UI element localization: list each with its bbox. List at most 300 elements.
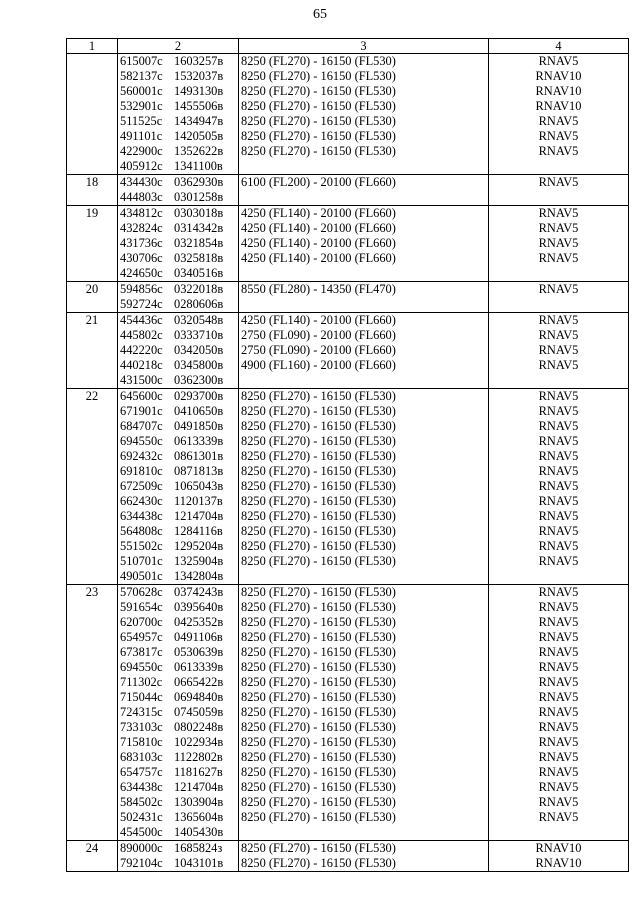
coordinates-cell (118, 144, 239, 159)
table-row (67, 554, 629, 569)
segment-number (67, 660, 118, 675)
latitude: 491101с (120, 129, 163, 143)
altitude-range: 8250 (FL270) - 16150 (FL530) (239, 479, 489, 494)
table-row (67, 69, 629, 84)
coordinates-cell (118, 509, 239, 524)
navigation-spec: RNAV5 (489, 54, 629, 70)
longitude: 0303018в (174, 206, 224, 220)
table-row (67, 343, 629, 358)
coordinates-cell (118, 419, 239, 434)
latitude: 673817с (120, 645, 163, 659)
table-row (67, 615, 629, 630)
segment-number (67, 84, 118, 99)
coordinates-cell (118, 114, 239, 129)
navigation-spec: RNAV5 (489, 630, 629, 645)
table-row (67, 750, 629, 765)
segment-number (67, 810, 118, 825)
segment-number (67, 554, 118, 569)
navigation-spec: RNAV5 (489, 675, 629, 690)
altitude-range (239, 190, 489, 206)
table-row (67, 373, 629, 389)
longitude: 1295204в (174, 539, 224, 553)
latitude: 733103с (120, 720, 163, 734)
coordinates-cell (118, 705, 239, 720)
longitude: 0410650в (174, 404, 224, 418)
table-header-row (67, 39, 629, 54)
segment-number (67, 236, 118, 251)
longitude: 0322018в (174, 282, 224, 296)
latitude: 582137с (120, 69, 163, 83)
segment-number (67, 825, 118, 841)
longitude: 1022934в (174, 735, 224, 749)
coordinates-cell (118, 630, 239, 645)
segment-number (67, 358, 118, 373)
latitude: 454500с (120, 825, 163, 839)
latitude: 442220с (120, 343, 163, 357)
coordinates-cell (118, 389, 239, 405)
coordinates-cell (118, 720, 239, 735)
table-row (67, 434, 629, 449)
latitude: 431736с (120, 236, 163, 250)
navigation-spec (489, 373, 629, 389)
segment-number (67, 765, 118, 780)
latitude: 715810с (120, 735, 163, 749)
altitude-range: 8250 (FL270) - 16150 (FL530) (239, 84, 489, 99)
altitude-range: 2750 (FL090) - 20100 (FL660) (239, 328, 489, 343)
latitude: 615007с (120, 54, 163, 68)
altitude-range (239, 373, 489, 389)
longitude: 1303904в (174, 795, 224, 809)
altitude-range: 8250 (FL270) - 16150 (FL530) (239, 705, 489, 720)
longitude: 0694840в (174, 690, 224, 704)
segment-number (67, 856, 118, 872)
latitude: 584502с (120, 795, 163, 809)
altitude-range: 2750 (FL090) - 20100 (FL660) (239, 343, 489, 358)
latitude: 532901с (120, 99, 163, 113)
latitude: 454436с (120, 313, 163, 327)
navigation-spec: RNAV5 (489, 175, 629, 191)
coordinates-cell (118, 524, 239, 539)
table-row (67, 780, 629, 795)
navigation-spec: RNAV10 (489, 99, 629, 114)
table-row (67, 479, 629, 494)
table-row (67, 389, 629, 405)
table-row (67, 856, 629, 872)
latitude: 792104с (120, 856, 163, 870)
column-header: 1 (67, 39, 118, 54)
altitude-range: 8250 (FL270) - 16150 (FL530) (239, 404, 489, 419)
latitude: 445802с (120, 328, 163, 342)
longitude: 0333710в (174, 328, 224, 342)
table-row (67, 266, 629, 282)
longitude: 1284116в (174, 524, 223, 538)
segment-number (67, 539, 118, 554)
altitude-range (239, 159, 489, 175)
longitude: 0280606в (174, 297, 224, 311)
segment-number: 19 (67, 206, 118, 222)
table-row (67, 358, 629, 373)
altitude-range: 8250 (FL270) - 16150 (FL530) (239, 615, 489, 630)
longitude: 0425352в (174, 615, 224, 629)
segment-number (67, 630, 118, 645)
table-row (67, 690, 629, 705)
latitude: 594856с (120, 282, 163, 296)
navigation-spec: RNAV5 (489, 479, 629, 494)
navigation-spec: RNAV5 (489, 810, 629, 825)
longitude: 1325904в (174, 554, 224, 568)
navigation-spec: RNAV5 (489, 404, 629, 419)
longitude: 0362930в (174, 175, 224, 189)
latitude: 560001с (120, 84, 163, 98)
navigation-spec: RNAV5 (489, 600, 629, 615)
airway-segments-table (66, 38, 629, 872)
latitude: 692432с (120, 449, 163, 463)
segment-number (67, 114, 118, 129)
latitude: 502431с (120, 810, 163, 824)
table-row (67, 630, 629, 645)
longitude: 0871813в (174, 464, 224, 478)
latitude: 592724с (120, 297, 163, 311)
table-row (67, 509, 629, 524)
latitude: 724315с (120, 705, 163, 719)
latitude: 634438с (120, 509, 163, 523)
segment-number (67, 479, 118, 494)
table-row (67, 810, 629, 825)
navigation-spec: RNAV5 (489, 343, 629, 358)
longitude: 1043101в (174, 856, 224, 870)
column-header: 3 (239, 39, 489, 54)
longitude: 0491106в (174, 630, 223, 644)
navigation-spec: RNAV5 (489, 509, 629, 524)
navigation-spec: RNAV5 (489, 645, 629, 660)
table-row (67, 569, 629, 585)
segment-number (67, 144, 118, 159)
navigation-spec: RNAV5 (489, 585, 629, 601)
coordinates-cell (118, 236, 239, 251)
segment-number (67, 615, 118, 630)
latitude: 890000с (120, 841, 163, 855)
coordinates-cell (118, 373, 239, 389)
altitude-range: 8250 (FL270) - 16150 (FL530) (239, 539, 489, 554)
coordinates-cell (118, 358, 239, 373)
table-row (67, 129, 629, 144)
longitude: 0301258в (174, 190, 224, 204)
navigation-spec: RNAV10 (489, 856, 629, 872)
segment-number (67, 690, 118, 705)
latitude: 422900с (120, 144, 163, 158)
coordinates-cell (118, 84, 239, 99)
coordinates-cell (118, 810, 239, 825)
segment-number (67, 54, 118, 70)
altitude-range: 8250 (FL270) - 16150 (FL530) (239, 675, 489, 690)
altitude-range (239, 266, 489, 282)
longitude: 0320548в (174, 313, 224, 327)
navigation-spec (489, 569, 629, 585)
table-row (67, 524, 629, 539)
longitude: 0745059в (174, 705, 224, 719)
latitude: 570628с (120, 585, 163, 599)
segment-number (67, 524, 118, 539)
navigation-spec: RNAV5 (489, 765, 629, 780)
altitude-range: 4250 (FL140) - 20100 (FL660) (239, 313, 489, 329)
latitude: 672509с (120, 479, 163, 493)
coordinates-cell (118, 615, 239, 630)
navigation-spec: RNAV5 (489, 389, 629, 405)
navigation-spec: RNAV5 (489, 750, 629, 765)
altitude-range: 8250 (FL270) - 16150 (FL530) (239, 389, 489, 405)
altitude-range: 8250 (FL270) - 16150 (FL530) (239, 750, 489, 765)
table-row (67, 795, 629, 810)
table-row (67, 735, 629, 750)
coordinates-cell (118, 585, 239, 601)
latitude: 405912с (120, 159, 163, 173)
table-row (67, 585, 629, 601)
coordinates-cell (118, 554, 239, 569)
segment-number (67, 221, 118, 236)
altitude-range: 8250 (FL270) - 16150 (FL530) (239, 434, 489, 449)
latitude: 654757с (120, 765, 163, 779)
altitude-range: 8250 (FL270) - 16150 (FL530) (239, 720, 489, 735)
latitude: 684707с (120, 419, 163, 433)
altitude-range: 6100 (FL200) - 20100 (FL660) (239, 175, 489, 191)
coordinates-cell (118, 494, 239, 509)
navigation-spec: RNAV5 (489, 494, 629, 509)
navigation-spec: RNAV5 (489, 690, 629, 705)
longitude: 1341100в (174, 159, 223, 173)
coordinates-cell (118, 190, 239, 206)
altitude-range: 8250 (FL270) - 16150 (FL530) (239, 509, 489, 524)
longitude: 1603257в (174, 54, 224, 68)
navigation-spec: RNAV5 (489, 660, 629, 675)
coordinates-cell (118, 449, 239, 464)
segment-number (67, 795, 118, 810)
longitude: 0613339в (174, 660, 224, 674)
segment-number (67, 735, 118, 750)
longitude: 1493130в (174, 84, 224, 98)
coordinates-cell (118, 266, 239, 282)
segment-number (67, 328, 118, 343)
segment-number (67, 720, 118, 735)
navigation-spec: RNAV5 (489, 464, 629, 479)
segment-number (67, 600, 118, 615)
altitude-range (239, 569, 489, 585)
segment-number (67, 69, 118, 84)
coordinates-cell (118, 856, 239, 872)
navigation-spec (489, 190, 629, 206)
table-row (67, 313, 629, 329)
navigation-spec: RNAV5 (489, 780, 629, 795)
navigation-spec (489, 266, 629, 282)
navigation-spec (489, 825, 629, 841)
coordinates-cell (118, 569, 239, 585)
table-row (67, 206, 629, 222)
altitude-range: 8250 (FL270) - 16150 (FL530) (239, 735, 489, 750)
latitude: 654957с (120, 630, 163, 644)
table-row (67, 419, 629, 434)
coordinates-cell (118, 735, 239, 750)
navigation-spec: RNAV5 (489, 129, 629, 144)
navigation-spec: RNAV5 (489, 720, 629, 735)
segment-number (67, 434, 118, 449)
longitude: 0374243в (174, 585, 224, 599)
coordinates-cell (118, 765, 239, 780)
coordinates-cell (118, 464, 239, 479)
latitude: 432824с (120, 221, 163, 235)
segment-number (67, 675, 118, 690)
table-row (67, 328, 629, 343)
segment-number: 21 (67, 313, 118, 329)
navigation-spec: RNAV5 (489, 313, 629, 329)
navigation-spec: RNAV10 (489, 84, 629, 99)
table-row (67, 99, 629, 114)
longitude: 1532037в (174, 69, 224, 83)
altitude-range: 8250 (FL270) - 16150 (FL530) (239, 99, 489, 114)
altitude-range (239, 297, 489, 313)
longitude: 1365604в (174, 810, 224, 824)
latitude: 645600с (120, 389, 163, 403)
latitude: 671901с (120, 404, 163, 418)
coordinates-cell (118, 404, 239, 419)
latitude: 620700с (120, 615, 163, 629)
altitude-range: 8250 (FL270) - 16150 (FL530) (239, 856, 489, 872)
coordinates-cell (118, 54, 239, 70)
navigation-spec: RNAV5 (489, 144, 629, 159)
longitude: 1405430в (174, 825, 224, 839)
table-row (67, 600, 629, 615)
table-row (67, 705, 629, 720)
latitude: 431500с (120, 373, 163, 387)
altitude-range: 8250 (FL270) - 16150 (FL530) (239, 645, 489, 660)
navigation-spec: RNAV5 (489, 524, 629, 539)
longitude: 0325818в (174, 251, 224, 265)
coordinates-cell (118, 795, 239, 810)
altitude-range: 8250 (FL270) - 16150 (FL530) (239, 600, 489, 615)
segment-number: 20 (67, 282, 118, 298)
coordinates-cell (118, 328, 239, 343)
coordinates-cell (118, 750, 239, 765)
table-row (67, 190, 629, 206)
navigation-spec: RNAV5 (489, 328, 629, 343)
segment-number (67, 780, 118, 795)
table-row (67, 282, 629, 298)
longitude: 1122802в (174, 750, 223, 764)
altitude-range: 4900 (FL160) - 20100 (FL660) (239, 358, 489, 373)
altitude-range: 8250 (FL270) - 16150 (FL530) (239, 54, 489, 70)
segment-number (67, 449, 118, 464)
navigation-spec: RNAV5 (489, 206, 629, 222)
longitude: 1181627в (174, 765, 223, 779)
latitude: 715044с (120, 690, 163, 704)
altitude-range: 8250 (FL270) - 16150 (FL530) (239, 494, 489, 509)
altitude-range: 8250 (FL270) - 16150 (FL530) (239, 449, 489, 464)
coordinates-cell (118, 251, 239, 266)
page-number: 65 (313, 7, 327, 22)
longitude: 1352622в (174, 144, 224, 158)
table-row (67, 645, 629, 660)
column-header: 2 (118, 39, 239, 54)
altitude-range: 8250 (FL270) - 16150 (FL530) (239, 69, 489, 84)
latitude: 683103с (120, 750, 163, 764)
altitude-range: 8250 (FL270) - 16150 (FL530) (239, 585, 489, 601)
altitude-range: 8250 (FL270) - 16150 (FL530) (239, 810, 489, 825)
longitude: 0321854в (174, 236, 224, 250)
segment-number (67, 129, 118, 144)
table-row (67, 159, 629, 175)
coordinates-cell (118, 645, 239, 660)
segment-number (67, 404, 118, 419)
latitude: 434430с (120, 175, 163, 189)
table-row (67, 297, 629, 313)
coordinates-cell (118, 539, 239, 554)
latitude: 440218с (120, 358, 163, 372)
altitude-range: 8250 (FL270) - 16150 (FL530) (239, 765, 489, 780)
latitude: 662430с (120, 494, 163, 508)
longitude: 1434947в (174, 114, 224, 128)
altitude-range (239, 825, 489, 841)
longitude: 0491850в (174, 419, 224, 433)
altitude-range: 8250 (FL270) - 16150 (FL530) (239, 464, 489, 479)
longitude: 1455506в (174, 99, 224, 113)
altitude-range: 8550 (FL280) - 14350 (FL470) (239, 282, 489, 298)
table-row (67, 841, 629, 857)
navigation-spec: RNAV5 (489, 449, 629, 464)
segment-number: 22 (67, 389, 118, 405)
segment-number: 18 (67, 175, 118, 191)
latitude: 510701с (120, 554, 163, 568)
longitude: 0293700в (174, 389, 224, 403)
coordinates-cell (118, 780, 239, 795)
segment-number (67, 297, 118, 313)
segment-number (67, 509, 118, 524)
latitude: 551502с (120, 539, 163, 553)
coordinates-cell (118, 297, 239, 313)
segment-number (67, 464, 118, 479)
navigation-spec: RNAV5 (489, 735, 629, 750)
longitude: 0314342в (174, 221, 224, 235)
altitude-range: 8250 (FL270) - 16150 (FL530) (239, 660, 489, 675)
navigation-spec: RNAV5 (489, 251, 629, 266)
longitude: 0340516в (174, 266, 224, 280)
altitude-range: 8250 (FL270) - 16150 (FL530) (239, 419, 489, 434)
longitude: 0362300в (174, 373, 224, 387)
coordinates-cell (118, 690, 239, 705)
segment-number (67, 373, 118, 389)
segment-number (67, 159, 118, 175)
segment-number (67, 99, 118, 114)
segment-number (67, 645, 118, 660)
table-row (67, 144, 629, 159)
latitude: 691810с (120, 464, 163, 478)
column-header: 4 (489, 39, 629, 54)
longitude: 0802248в (174, 720, 224, 734)
navigation-spec: RNAV5 (489, 221, 629, 236)
longitude: 1214704в (174, 509, 224, 523)
coordinates-cell (118, 99, 239, 114)
coordinates-cell (118, 129, 239, 144)
navigation-spec: RNAV5 (489, 554, 629, 569)
latitude: 444803с (120, 190, 163, 204)
altitude-range: 4250 (FL140) - 20100 (FL660) (239, 206, 489, 222)
table-row (67, 404, 629, 419)
latitude: 591654с (120, 600, 163, 614)
longitude: 0345800в (174, 358, 224, 372)
segment-number: 24 (67, 841, 118, 857)
longitude: 0530639в (174, 645, 224, 659)
segment-number (67, 419, 118, 434)
segment-number (67, 190, 118, 206)
table-row (67, 765, 629, 780)
coordinates-cell (118, 434, 239, 449)
